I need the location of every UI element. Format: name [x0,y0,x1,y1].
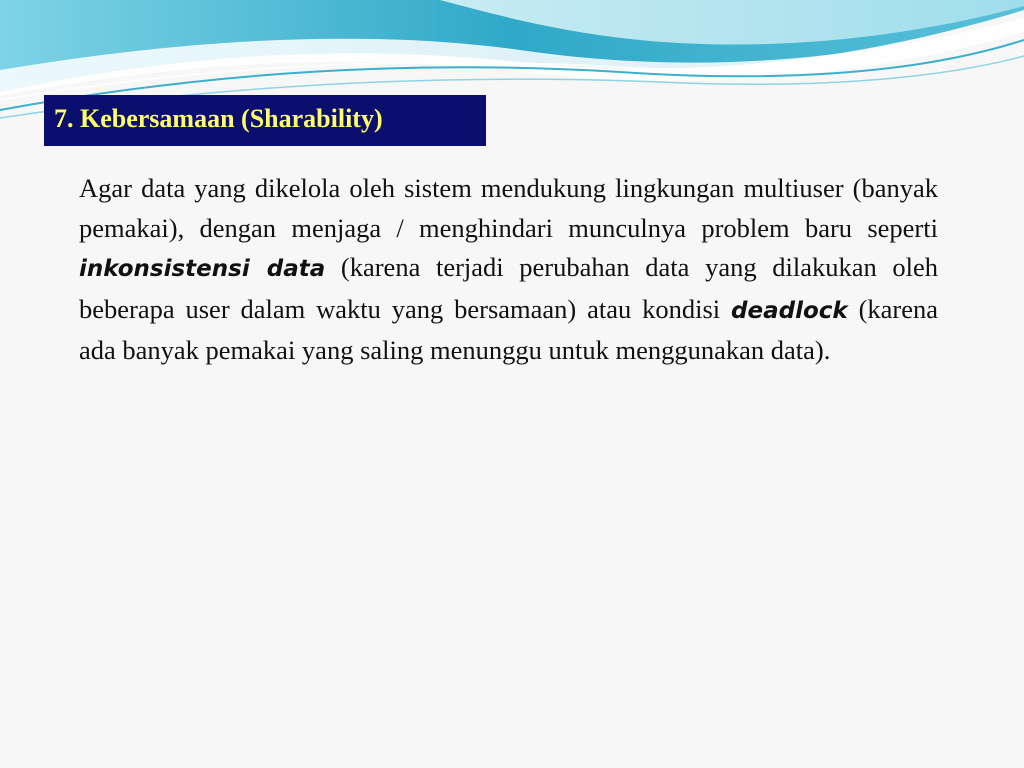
body-paragraph [79,169,938,371]
body-text-part-1: Agar data yang dikelola oleh sistem mendukung lingkungan multiuser (banyak pemakai), dengan menjaga / menghindari munculnya problem baru seperti [79,173,938,243]
slide-title: 7. Kebersamaan (Sharability) [54,104,383,133]
term-inkonsistensi-data: inkonsistensi data [79,256,326,282]
body-text-part-3: (karena ada banyak pemakai yang saling menunggu untuk menggunakan data). [79,293,939,365]
title-box [44,95,486,146]
body-text-part-2: (karena terjadi perubahan data yang dilakukan oleh beberapa user dalam waktu yang bersamaan) atau kondisi [79,252,938,324]
term-deadlock: deadlock [731,297,848,324]
